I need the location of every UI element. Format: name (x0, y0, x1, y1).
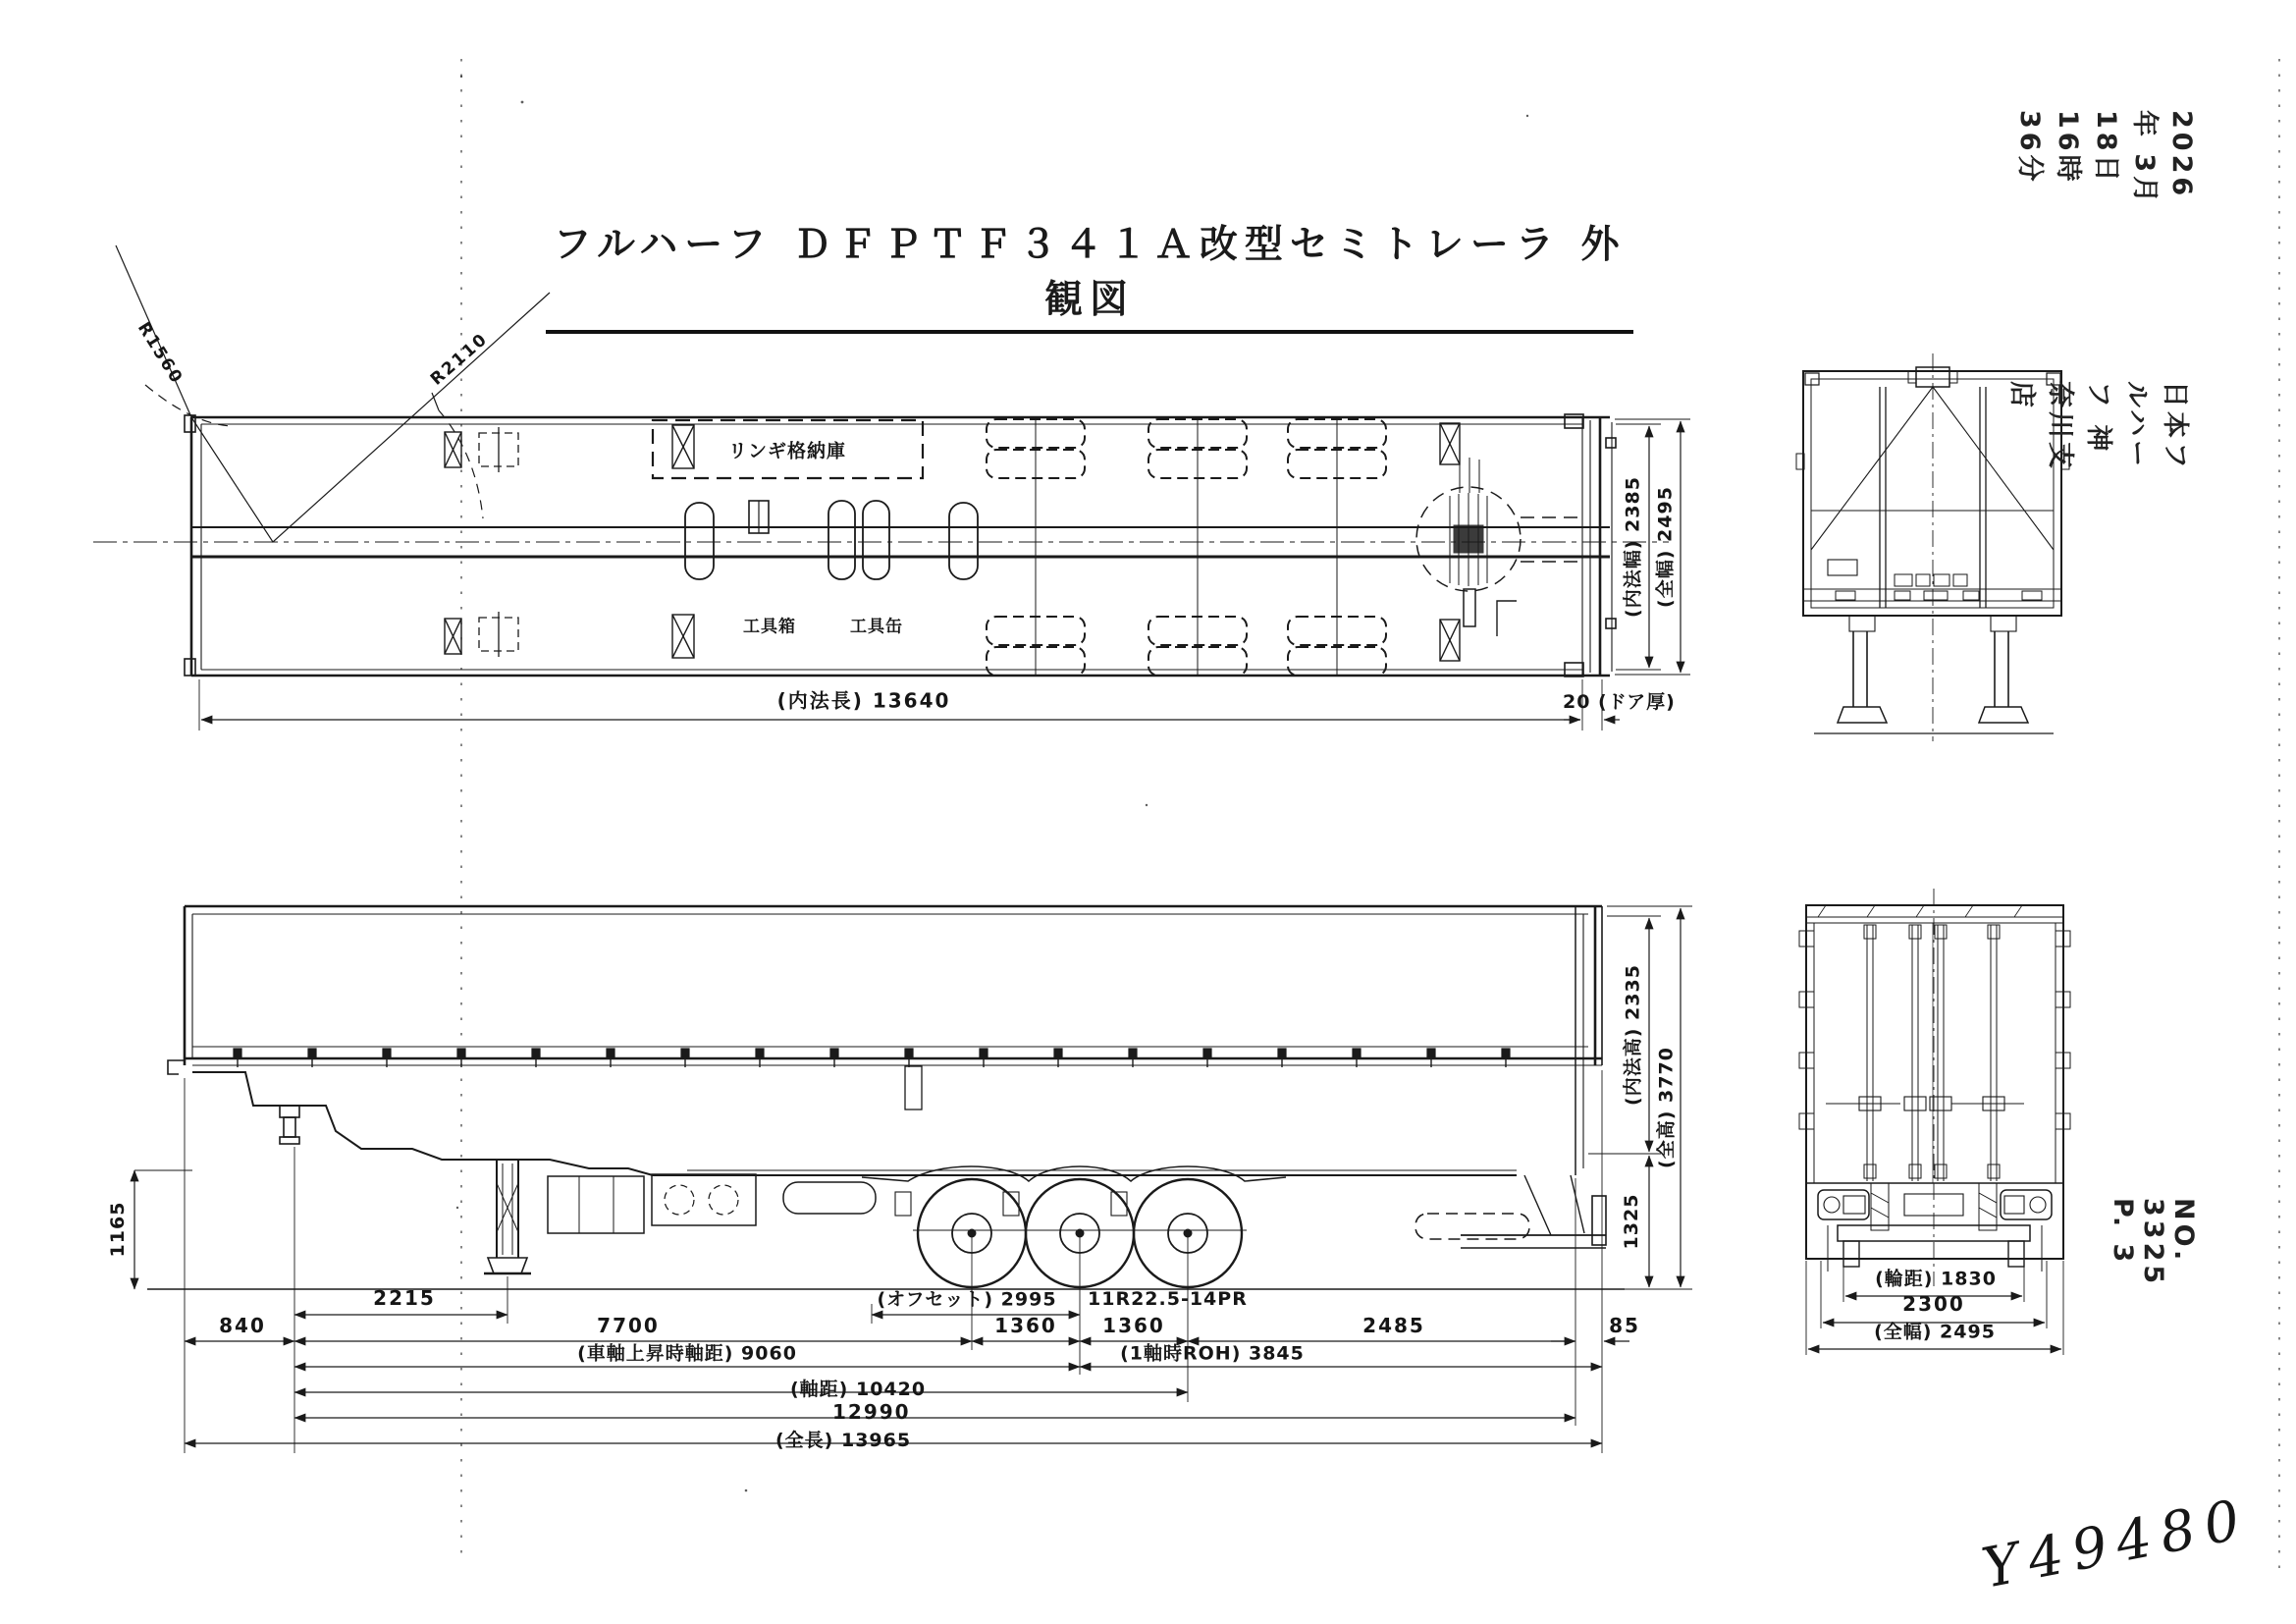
tire-size-label: 11R22.5-14PR (1088, 1288, 1248, 1310)
fax-page-ref: NO. 3325 P. 3 (2108, 1198, 2199, 1288)
dim-2300-label: 2300 (1902, 1292, 1965, 1316)
dim-overall-length-label: (全長) 13965 (775, 1430, 912, 1451)
rear-bumper (1415, 1175, 1606, 1248)
front-step (168, 1060, 185, 1074)
dim-2215-label: 2215 (373, 1286, 436, 1310)
dim-1360a-label: 1360 (994, 1314, 1057, 1337)
swing-radius-lines (116, 245, 550, 542)
dim-track-label: (輪距) 1830 (1875, 1268, 1997, 1290)
dim-1360b-label: 1360 (1102, 1314, 1165, 1337)
dim-inner-length-label: (内法長) 13640 (776, 688, 951, 713)
kingpin (280, 1106, 299, 1144)
dim-roh-label: (1軸時ROH) 3845 (1120, 1342, 1305, 1365)
door-lock-rods (1864, 923, 2000, 1183)
plan-axle-centerlines (1036, 417, 1337, 676)
radius-r2110-label: R2110 (426, 329, 493, 390)
side-view (134, 906, 1692, 1453)
dim-inner-height-label: (内法高) 2335 (1622, 964, 1644, 1106)
door-hinges (1799, 931, 2070, 1129)
radius-r1560-label: R1560 (133, 318, 187, 389)
dim-840-label: 840 (219, 1314, 266, 1337)
wheels (895, 1179, 1247, 1287)
dim-door-thickness-label: 20 (ドア厚) (1563, 691, 1676, 713)
side-dimensions (134, 906, 1692, 1453)
wheel-axle-1 (895, 1179, 1026, 1287)
ringi-storage-label: リンギ格納庫 (727, 440, 847, 462)
plan-tires (987, 419, 1386, 676)
dim-lifted-wheelbase-label: (車軸上昇時軸距) 9060 (577, 1342, 797, 1365)
toolbox2-label: 工具缶 (850, 617, 903, 637)
wheel-axle-2 (1003, 1179, 1134, 1287)
dim-offset-label: (オフセット) 2995 (877, 1288, 1057, 1311)
fax-sender: 日本フルハーフ 神奈川支店 (2006, 381, 2190, 472)
dim-12990-label: 12990 (832, 1400, 911, 1424)
dim-2485-label: 2485 (1362, 1314, 1425, 1337)
dim-rear-overall-width-label: (全幅) 2495 (1874, 1321, 1996, 1343)
chassis-frame (192, 1065, 1606, 1287)
underframe-boxes (548, 1066, 922, 1233)
dim-1165-label: 1165 (107, 1201, 129, 1258)
handwritten-number: Y49480 (1977, 1487, 2255, 1601)
landing-gear (484, 1160, 531, 1273)
dim-inner-width-label: (内法幅) 2385 (1622, 476, 1644, 618)
wheel-axle-3 (1111, 1179, 1242, 1287)
rear-mechanism-detail (1416, 458, 1582, 636)
plan-center-spine (93, 527, 1669, 557)
dim-overall-height-label: (全高) 3770 (1655, 1047, 1678, 1168)
dim-85-label: 85 (1609, 1314, 1640, 1337)
dim-wheelbase-label: (軸距) 10420 (790, 1379, 927, 1400)
toolbox1-label: 工具箱 (743, 617, 796, 637)
dim-overall-width-label: (全幅) 2495 (1654, 486, 1677, 608)
crossmember-capsules (685, 501, 978, 579)
drawing-title: フルハーフ ＤＦＰＴＦ３４１Ａ改型セミトレーラ 外観図 (546, 214, 1633, 334)
fax-datetime: 2026年 3月18日 16時36分 (2014, 110, 2197, 207)
plan-corner-details (185, 414, 1616, 677)
dim-7700-label: 7700 (597, 1314, 660, 1337)
dim-1325-label: 1325 (1621, 1193, 1642, 1250)
door-handles (1826, 1097, 2024, 1110)
